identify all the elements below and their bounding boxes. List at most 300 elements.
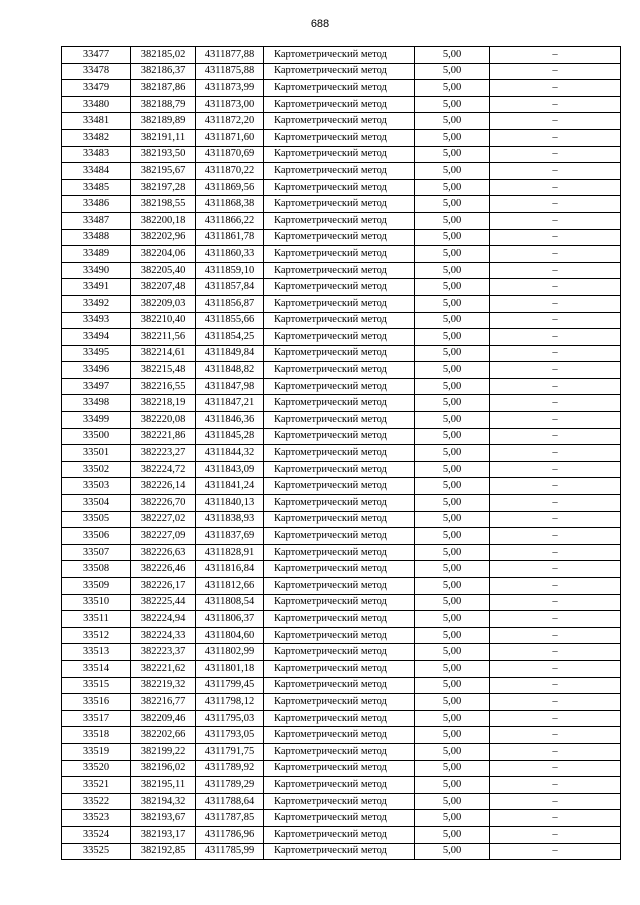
point-number-cell: 33520	[62, 760, 131, 777]
note-cell: –	[490, 212, 621, 229]
table-row	[62, 826, 621, 843]
y-coordinate-cell: 4311785,99	[196, 843, 264, 860]
x-coordinate-cell: 382189,89	[131, 113, 196, 130]
table-row	[62, 279, 621, 296]
method-cell: Картометрический метод	[264, 495, 415, 512]
x-coordinate-cell: 382214,61	[131, 345, 196, 362]
x-coordinate-cell: 382227,09	[131, 528, 196, 545]
method-cell: Картометрический метод	[264, 312, 415, 329]
method-cell: Картометрический метод	[264, 47, 415, 64]
x-coordinate-cell: 382205,40	[131, 262, 196, 279]
table-row	[62, 528, 621, 545]
y-coordinate-cell: 4311812,66	[196, 578, 264, 595]
x-coordinate-cell: 382227,02	[131, 511, 196, 528]
point-number-cell: 33511	[62, 611, 131, 628]
point-number-cell: 33512	[62, 627, 131, 644]
note-cell: –	[490, 578, 621, 595]
y-coordinate-cell: 4311808,54	[196, 594, 264, 611]
x-coordinate-cell: 382210,40	[131, 312, 196, 329]
point-number-cell: 33510	[62, 594, 131, 611]
accuracy-cell: 5,00	[415, 146, 490, 163]
x-coordinate-cell: 382226,46	[131, 561, 196, 578]
point-number-cell: 33495	[62, 345, 131, 362]
x-coordinate-cell: 382193,50	[131, 146, 196, 163]
y-coordinate-cell: 4311875,88	[196, 63, 264, 80]
note-cell: –	[490, 710, 621, 727]
y-coordinate-cell: 4311789,92	[196, 760, 264, 777]
accuracy-cell: 5,00	[415, 179, 490, 196]
table-row	[62, 578, 621, 595]
accuracy-cell: 5,00	[415, 743, 490, 760]
accuracy-cell: 5,00	[415, 428, 490, 445]
x-coordinate-cell: 382185,02	[131, 47, 196, 64]
accuracy-cell: 5,00	[415, 47, 490, 64]
table-row	[62, 511, 621, 528]
y-coordinate-cell: 4311791,75	[196, 743, 264, 760]
point-number-cell: 33508	[62, 561, 131, 578]
point-number-cell: 33524	[62, 826, 131, 843]
note-cell: –	[490, 843, 621, 860]
x-coordinate-cell: 382193,17	[131, 826, 196, 843]
table-row	[62, 478, 621, 495]
table-row	[62, 229, 621, 246]
note-cell: –	[490, 594, 621, 611]
method-cell: Картометрический метод	[264, 461, 415, 478]
accuracy-cell: 5,00	[415, 445, 490, 462]
accuracy-cell: 5,00	[415, 196, 490, 213]
point-number-cell: 33498	[62, 395, 131, 412]
point-number-cell: 33521	[62, 777, 131, 794]
y-coordinate-cell: 4311848,82	[196, 362, 264, 379]
x-coordinate-cell: 382186,37	[131, 63, 196, 80]
x-coordinate-cell: 382215,48	[131, 362, 196, 379]
method-cell: Картометрический метод	[264, 578, 415, 595]
x-coordinate-cell: 382209,03	[131, 295, 196, 312]
y-coordinate-cell: 4311847,98	[196, 378, 264, 395]
table-row	[62, 561, 621, 578]
note-cell: –	[490, 129, 621, 146]
note-cell: –	[490, 428, 621, 445]
point-number-cell: 33506	[62, 528, 131, 545]
x-coordinate-cell: 382224,33	[131, 627, 196, 644]
table-row	[62, 163, 621, 180]
note-cell: –	[490, 80, 621, 97]
x-coordinate-cell: 382225,44	[131, 594, 196, 611]
note-cell: –	[490, 727, 621, 744]
x-coordinate-cell: 382193,67	[131, 810, 196, 827]
x-coordinate-cell: 382192,85	[131, 843, 196, 860]
note-cell: –	[490, 660, 621, 677]
method-cell: Картометрический метод	[264, 428, 415, 445]
method-cell: Картометрический метод	[264, 528, 415, 545]
y-coordinate-cell: 4311860,33	[196, 246, 264, 263]
method-cell: Картометрический метод	[264, 561, 415, 578]
note-cell: –	[490, 495, 621, 512]
x-coordinate-cell: 382226,17	[131, 578, 196, 595]
y-coordinate-cell: 4311873,00	[196, 96, 264, 113]
method-cell: Картометрический метод	[264, 179, 415, 196]
x-coordinate-cell: 382191,11	[131, 129, 196, 146]
method-cell: Картометрический метод	[264, 627, 415, 644]
x-coordinate-cell: 382221,86	[131, 428, 196, 445]
y-coordinate-cell: 4311789,29	[196, 777, 264, 794]
note-cell: –	[490, 146, 621, 163]
note-cell: –	[490, 229, 621, 246]
table-row	[62, 113, 621, 130]
point-number-cell: 33513	[62, 644, 131, 661]
x-coordinate-cell: 382195,11	[131, 777, 196, 794]
method-cell: Картометрический метод	[264, 810, 415, 827]
point-number-cell: 33507	[62, 544, 131, 561]
x-coordinate-cell: 382195,67	[131, 163, 196, 180]
point-number-cell: 33518	[62, 727, 131, 744]
accuracy-cell: 5,00	[415, 246, 490, 263]
point-number-cell: 33517	[62, 710, 131, 727]
point-number-cell: 33477	[62, 47, 131, 64]
y-coordinate-cell: 4311870,69	[196, 146, 264, 163]
accuracy-cell: 5,00	[415, 826, 490, 843]
accuracy-cell: 5,00	[415, 495, 490, 512]
table-row	[62, 760, 621, 777]
x-coordinate-cell: 382207,48	[131, 279, 196, 296]
table-row	[62, 312, 621, 329]
table-row	[62, 644, 621, 661]
note-cell: –	[490, 826, 621, 843]
note-cell: –	[490, 694, 621, 711]
method-cell: Картометрический метод	[264, 395, 415, 412]
point-number-cell: 33496	[62, 362, 131, 379]
note-cell: –	[490, 743, 621, 760]
point-number-cell: 33523	[62, 810, 131, 827]
x-coordinate-cell: 382197,28	[131, 179, 196, 196]
table-row	[62, 378, 621, 395]
point-number-cell: 33522	[62, 793, 131, 810]
note-cell: –	[490, 760, 621, 777]
point-number-cell: 33479	[62, 80, 131, 97]
accuracy-cell: 5,00	[415, 96, 490, 113]
table-row	[62, 594, 621, 611]
x-coordinate-cell: 382223,27	[131, 445, 196, 462]
point-number-cell: 33497	[62, 378, 131, 395]
table-row	[62, 63, 621, 80]
y-coordinate-cell: 4311873,99	[196, 80, 264, 97]
accuracy-cell: 5,00	[415, 262, 490, 279]
accuracy-cell: 5,00	[415, 694, 490, 711]
accuracy-cell: 5,00	[415, 760, 490, 777]
method-cell: Картометрический метод	[264, 843, 415, 860]
note-cell: –	[490, 262, 621, 279]
x-coordinate-cell: 382221,62	[131, 660, 196, 677]
accuracy-cell: 5,00	[415, 644, 490, 661]
y-coordinate-cell: 4311799,45	[196, 677, 264, 694]
table-row	[62, 47, 621, 64]
x-coordinate-cell: 382226,63	[131, 544, 196, 561]
point-number-cell: 33501	[62, 445, 131, 462]
x-coordinate-cell: 382216,77	[131, 694, 196, 711]
point-number-cell: 33488	[62, 229, 131, 246]
note-cell: –	[490, 163, 621, 180]
method-cell: Картометрический метод	[264, 96, 415, 113]
note-cell: –	[490, 445, 621, 462]
point-number-cell: 33480	[62, 96, 131, 113]
x-coordinate-cell: 382202,66	[131, 727, 196, 744]
y-coordinate-cell: 4311847,21	[196, 395, 264, 412]
point-number-cell: 33509	[62, 578, 131, 595]
method-cell: Картометрический метод	[264, 362, 415, 379]
point-number-cell: 33493	[62, 312, 131, 329]
accuracy-cell: 5,00	[415, 843, 490, 860]
y-coordinate-cell: 4311795,03	[196, 710, 264, 727]
method-cell: Картометрический метод	[264, 710, 415, 727]
accuracy-cell: 5,00	[415, 80, 490, 97]
y-coordinate-cell: 4311859,10	[196, 262, 264, 279]
point-number-cell: 33481	[62, 113, 131, 130]
method-cell: Картометрический метод	[264, 129, 415, 146]
method-cell: Картометрический метод	[264, 611, 415, 628]
method-cell: Картометрический метод	[264, 727, 415, 744]
point-number-cell: 33489	[62, 246, 131, 263]
y-coordinate-cell: 4311877,88	[196, 47, 264, 64]
table-row	[62, 445, 621, 462]
accuracy-cell: 5,00	[415, 212, 490, 229]
y-coordinate-cell: 4311856,87	[196, 295, 264, 312]
accuracy-cell: 5,00	[415, 279, 490, 296]
note-cell: –	[490, 478, 621, 495]
method-cell: Картометрический метод	[264, 777, 415, 794]
table-row	[62, 428, 621, 445]
point-number-cell: 33485	[62, 179, 131, 196]
method-cell: Картометрический метод	[264, 262, 415, 279]
y-coordinate-cell: 4311869,56	[196, 179, 264, 196]
table-row	[62, 80, 621, 97]
accuracy-cell: 5,00	[415, 677, 490, 694]
x-coordinate-cell: 382216,55	[131, 378, 196, 395]
method-cell: Картометрический метод	[264, 163, 415, 180]
table-row	[62, 196, 621, 213]
note-cell: –	[490, 611, 621, 628]
accuracy-cell: 5,00	[415, 461, 490, 478]
method-cell: Картометрический метод	[264, 113, 415, 130]
y-coordinate-cell: 4311787,85	[196, 810, 264, 827]
x-coordinate-cell: 382211,56	[131, 329, 196, 346]
method-cell: Картометрический метод	[264, 146, 415, 163]
note-cell: –	[490, 378, 621, 395]
note-cell: –	[490, 511, 621, 528]
note-cell: –	[490, 96, 621, 113]
note-cell: –	[490, 644, 621, 661]
table-row	[62, 96, 621, 113]
y-coordinate-cell: 4311866,22	[196, 212, 264, 229]
note-cell: –	[490, 395, 621, 412]
y-coordinate-cell: 4311849,84	[196, 345, 264, 362]
y-coordinate-cell: 4311804,60	[196, 627, 264, 644]
table-row	[62, 627, 621, 644]
method-cell: Картометрический метод	[264, 63, 415, 80]
note-cell: –	[490, 810, 621, 827]
accuracy-cell: 5,00	[415, 63, 490, 80]
x-coordinate-cell: 382226,70	[131, 495, 196, 512]
note-cell: –	[490, 312, 621, 329]
point-number-cell: 33486	[62, 196, 131, 213]
point-number-cell: 33494	[62, 329, 131, 346]
y-coordinate-cell: 4311798,12	[196, 694, 264, 711]
method-cell: Картометрический метод	[264, 743, 415, 760]
accuracy-cell: 5,00	[415, 594, 490, 611]
note-cell: –	[490, 279, 621, 296]
method-cell: Картометрический метод	[264, 694, 415, 711]
accuracy-cell: 5,00	[415, 777, 490, 794]
x-coordinate-cell: 382218,19	[131, 395, 196, 412]
table-row	[62, 246, 621, 263]
method-cell: Картометрический метод	[264, 378, 415, 395]
method-cell: Картометрический метод	[264, 594, 415, 611]
accuracy-cell: 5,00	[415, 113, 490, 130]
point-number-cell: 33492	[62, 295, 131, 312]
method-cell: Картометрический метод	[264, 544, 415, 561]
y-coordinate-cell: 4311840,13	[196, 495, 264, 512]
table-row	[62, 727, 621, 744]
point-number-cell: 33482	[62, 129, 131, 146]
method-cell: Картометрический метод	[264, 445, 415, 462]
y-coordinate-cell: 4311837,69	[196, 528, 264, 545]
accuracy-cell: 5,00	[415, 727, 490, 744]
table-row	[62, 810, 621, 827]
accuracy-cell: 5,00	[415, 478, 490, 495]
note-cell: –	[490, 47, 621, 64]
method-cell: Картометрический метод	[264, 229, 415, 246]
table-body	[62, 47, 621, 860]
point-number-cell: 33516	[62, 694, 131, 711]
note-cell: –	[490, 179, 621, 196]
y-coordinate-cell: 4311855,66	[196, 312, 264, 329]
y-coordinate-cell: 4311806,37	[196, 611, 264, 628]
note-cell: –	[490, 63, 621, 80]
point-number-cell: 33490	[62, 262, 131, 279]
table-row	[62, 777, 621, 794]
y-coordinate-cell: 4311861,78	[196, 229, 264, 246]
accuracy-cell: 5,00	[415, 793, 490, 810]
point-number-cell: 33502	[62, 461, 131, 478]
accuracy-cell: 5,00	[415, 362, 490, 379]
x-coordinate-cell: 382223,37	[131, 644, 196, 661]
table-row	[62, 262, 621, 279]
point-number-cell: 33503	[62, 478, 131, 495]
table-row	[62, 694, 621, 711]
method-cell: Картометрический метод	[264, 760, 415, 777]
point-number-cell: 33514	[62, 660, 131, 677]
point-number-cell: 33487	[62, 212, 131, 229]
x-coordinate-cell: 382202,96	[131, 229, 196, 246]
accuracy-cell: 5,00	[415, 378, 490, 395]
table-row	[62, 412, 621, 429]
point-number-cell: 33519	[62, 743, 131, 760]
table-row	[62, 677, 621, 694]
point-number-cell: 33478	[62, 63, 131, 80]
note-cell: –	[490, 777, 621, 794]
note-cell: –	[490, 461, 621, 478]
y-coordinate-cell: 4311828,91	[196, 544, 264, 561]
method-cell: Картометрический метод	[264, 677, 415, 694]
note-cell: –	[490, 329, 621, 346]
note-cell: –	[490, 528, 621, 545]
table-row	[62, 843, 621, 860]
accuracy-cell: 5,00	[415, 163, 490, 180]
y-coordinate-cell: 4311793,05	[196, 727, 264, 744]
note-cell: –	[490, 362, 621, 379]
x-coordinate-cell: 382224,94	[131, 611, 196, 628]
note-cell: –	[490, 246, 621, 263]
note-cell: –	[490, 295, 621, 312]
accuracy-cell: 5,00	[415, 295, 490, 312]
page-number: 688	[310, 18, 330, 30]
table-row	[62, 660, 621, 677]
note-cell: –	[490, 627, 621, 644]
table-row	[62, 611, 621, 628]
y-coordinate-cell: 4311870,22	[196, 163, 264, 180]
x-coordinate-cell: 382220,08	[131, 412, 196, 429]
accuracy-cell: 5,00	[415, 229, 490, 246]
x-coordinate-cell: 382194,32	[131, 793, 196, 810]
y-coordinate-cell: 4311841,24	[196, 478, 264, 495]
accuracy-cell: 5,00	[415, 329, 490, 346]
accuracy-cell: 5,00	[415, 561, 490, 578]
method-cell: Картометрический метод	[264, 644, 415, 661]
accuracy-cell: 5,00	[415, 412, 490, 429]
accuracy-cell: 5,00	[415, 345, 490, 362]
method-cell: Картометрический метод	[264, 80, 415, 97]
method-cell: Картометрический метод	[264, 793, 415, 810]
accuracy-cell: 5,00	[415, 578, 490, 595]
method-cell: Картометрический метод	[264, 660, 415, 677]
x-coordinate-cell: 382199,22	[131, 743, 196, 760]
x-coordinate-cell: 382204,06	[131, 246, 196, 263]
method-cell: Картометрический метод	[264, 196, 415, 213]
accuracy-cell: 5,00	[415, 395, 490, 412]
accuracy-cell: 5,00	[415, 660, 490, 677]
method-cell: Картометрический метод	[264, 212, 415, 229]
point-number-cell: 33505	[62, 511, 131, 528]
accuracy-cell: 5,00	[415, 129, 490, 146]
table-row	[62, 146, 621, 163]
note-cell: –	[490, 412, 621, 429]
accuracy-cell: 5,00	[415, 528, 490, 545]
y-coordinate-cell: 4311801,18	[196, 660, 264, 677]
y-coordinate-cell: 4311868,38	[196, 196, 264, 213]
method-cell: Картометрический метод	[264, 345, 415, 362]
method-cell: Картометрический метод	[264, 412, 415, 429]
y-coordinate-cell: 4311857,84	[196, 279, 264, 296]
table-row	[62, 179, 621, 196]
accuracy-cell: 5,00	[415, 511, 490, 528]
x-coordinate-cell: 382224,72	[131, 461, 196, 478]
note-cell: –	[490, 196, 621, 213]
y-coordinate-cell: 4311871,60	[196, 129, 264, 146]
table-row	[62, 495, 621, 512]
table-row	[62, 544, 621, 561]
point-number-cell: 33504	[62, 495, 131, 512]
method-cell: Картометрический метод	[264, 826, 415, 843]
x-coordinate-cell: 382209,46	[131, 710, 196, 727]
note-cell: –	[490, 677, 621, 694]
accuracy-cell: 5,00	[415, 544, 490, 561]
method-cell: Картометрический метод	[264, 511, 415, 528]
point-number-cell: 33500	[62, 428, 131, 445]
method-cell: Картометрический метод	[264, 329, 415, 346]
y-coordinate-cell: 4311788,64	[196, 793, 264, 810]
table-row	[62, 793, 621, 810]
x-coordinate-cell: 382196,02	[131, 760, 196, 777]
x-coordinate-cell: 382226,14	[131, 478, 196, 495]
